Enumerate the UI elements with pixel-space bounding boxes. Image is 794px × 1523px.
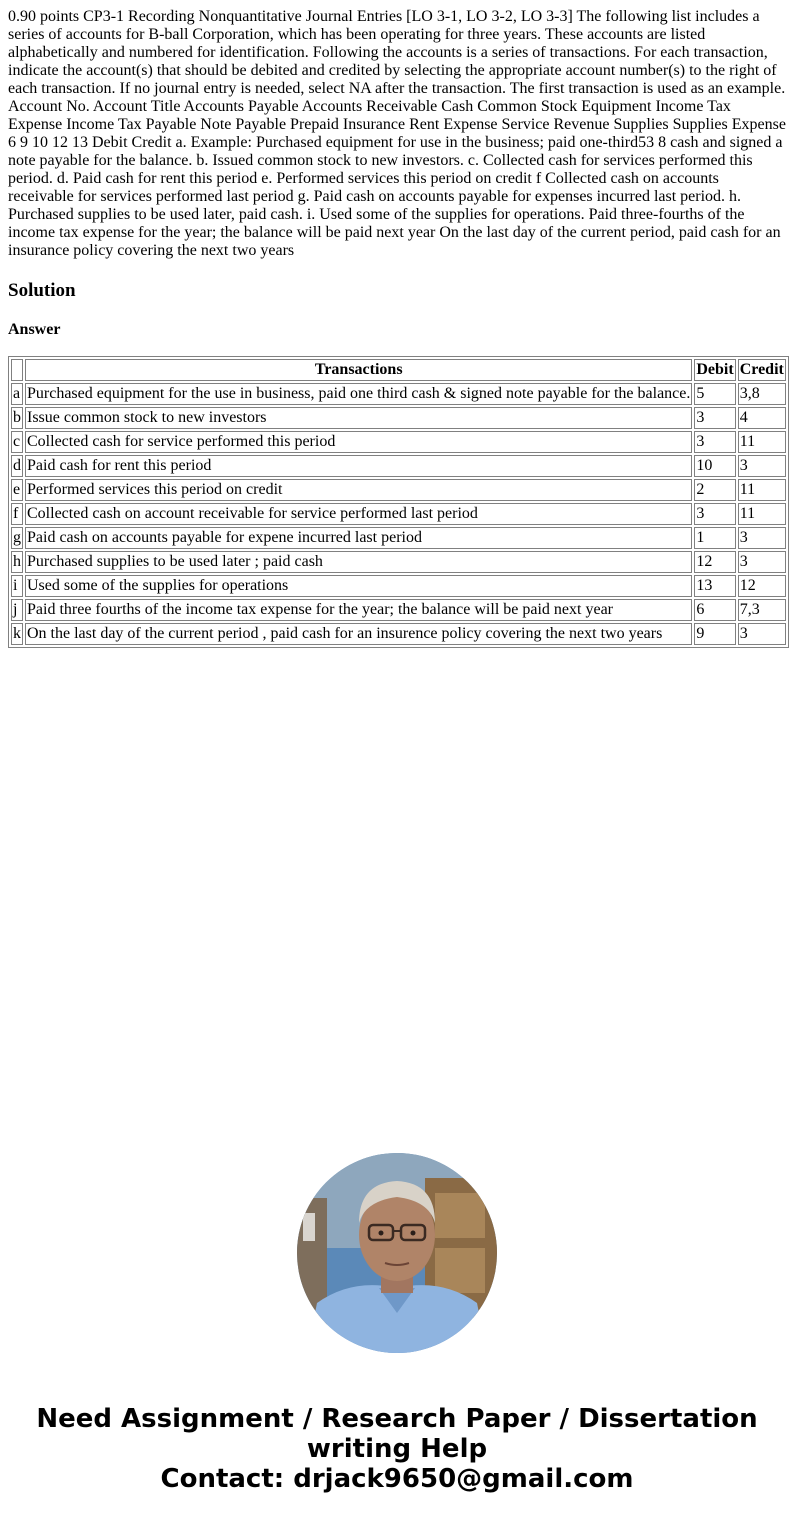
row-id: c xyxy=(11,431,23,453)
row-credit: 7,3 xyxy=(738,599,786,621)
transactions-table xyxy=(8,356,789,648)
row-id: e xyxy=(11,479,23,501)
row-debit: 5 xyxy=(694,383,735,405)
header-debit: Debit xyxy=(694,359,735,381)
row-debit: 9 xyxy=(694,623,735,645)
footer-contact-email: Contact: drjack9650@gmail.com xyxy=(160,1464,634,1494)
header-credit: Credit xyxy=(738,359,786,381)
header-blank xyxy=(11,359,23,381)
footer-line-1: Need Assignment / Research Paper / Dissertation xyxy=(36,1404,758,1434)
row-credit: 3 xyxy=(738,455,786,477)
table-row xyxy=(11,623,786,645)
row-id: d xyxy=(11,455,23,477)
row-credit: 3 xyxy=(738,527,786,549)
footer-contact xyxy=(0,1404,794,1494)
table-row xyxy=(11,383,786,405)
row-transaction: Purchased supplies to be used later ; paid cash xyxy=(25,551,692,573)
row-transaction: Paid cash on accounts payable for expene incurred last period xyxy=(25,527,692,549)
row-credit: 11 xyxy=(738,503,786,525)
row-transaction: Issue common stock to new investors xyxy=(25,407,692,429)
row-id: k xyxy=(11,623,23,645)
row-credit: 11 xyxy=(738,479,786,501)
row-id: h xyxy=(11,551,23,573)
row-debit: 6 xyxy=(694,599,735,621)
row-debit: 1 xyxy=(694,527,735,549)
footer-line-2: writing Help xyxy=(306,1434,488,1464)
row-id: a xyxy=(11,383,23,405)
document-content xyxy=(8,8,786,648)
row-transaction: Paid cash for rent this period xyxy=(25,455,692,477)
table-row xyxy=(11,503,786,525)
row-transaction: On the last day of the current period , paid cash for an insurence policy covering the next two years xyxy=(25,623,692,645)
row-debit: 12 xyxy=(694,551,735,573)
row-credit: 3 xyxy=(738,551,786,573)
row-credit: 3,8 xyxy=(738,383,786,405)
author-avatar xyxy=(297,1153,497,1353)
table-row xyxy=(11,599,786,621)
row-debit: 10 xyxy=(694,455,735,477)
row-debit: 3 xyxy=(694,503,735,525)
row-id: f xyxy=(11,503,23,525)
row-id: i xyxy=(11,575,23,597)
row-transaction: Collected cash on account receivable for service performed last period xyxy=(25,503,692,525)
question-text: 0.90 points CP3-1 Recording Nonquantitative Journal Entries [LO 3-1, LO 3-2, LO 3-3] The following list includes a series of accounts for B-ball Corporation, which has been operating for three years. These accounts are listed alphabetically and numbered for identification. Following the accounts is a series of transactions. For each transaction, indicate the account(s) that should be debited and credited by selecting the appropriate account number(s) to the right of each transaction. If no journal entry is needed, select NA after the transaction. The first transaction is used as an example. Account No. Account Title Accounts Payable Accounts Receivable Cash Common Stock Equipment Income Tax Expense Income Tax Payable Note Payable Prepaid Insurance Rent Expense Service Revenue Supplies Supplies Expense 6 9 10 12 13 Debit Credit a. Example: Purchased equipment for use in the business; paid one-third53 8 cash and signed a note payable for the balance. b. Issued common stock to new investors. c. Collected cash for services performed this period. d. Paid cash for rent this period e. Performed services this period on credit f Collected cash on accounts receivable for services performed last period g. Paid cash on accounts payable for expenses incurred last period. h. Purchased supplies to be used later, paid cash. i. Used some of the supplies for operations. Paid three-fourths of the income tax expense for the year; the balance will be paid next year On the last day of the current period, paid cash for an insurance policy covering the next two years xyxy=(8,8,786,259)
table-header-row xyxy=(11,359,786,381)
table-row xyxy=(11,407,786,429)
row-debit: 2 xyxy=(694,479,735,501)
row-transaction: Collected cash for service performed this period xyxy=(25,431,692,453)
answer-heading: Answer xyxy=(8,321,61,338)
row-transaction: Used some of the supplies for operations xyxy=(25,575,692,597)
row-id: b xyxy=(11,407,23,429)
row-transaction: Paid three fourths of the income tax expense for the year; the balance will be paid next year xyxy=(25,599,692,621)
row-transaction: Purchased equipment for the use in business, paid one third cash & signed note payable for the balance. xyxy=(25,383,692,405)
table-row xyxy=(11,551,786,573)
row-transaction: Performed services this period on credit xyxy=(25,479,692,501)
row-credit: 4 xyxy=(738,407,786,429)
table-row xyxy=(11,431,786,453)
row-debit: 13 xyxy=(694,575,735,597)
table-row xyxy=(11,479,786,501)
row-credit: 3 xyxy=(738,623,786,645)
row-id: j xyxy=(11,599,23,621)
table-row xyxy=(11,455,786,477)
row-id: g xyxy=(11,527,23,549)
row-credit: 12 xyxy=(738,575,786,597)
table-row xyxy=(11,527,786,549)
table-row xyxy=(11,575,786,597)
row-debit: 3 xyxy=(694,431,735,453)
solution-heading: Solution xyxy=(8,280,76,301)
header-transactions: Transactions xyxy=(25,359,692,381)
row-credit: 11 xyxy=(738,431,786,453)
row-debit: 3 xyxy=(694,407,735,429)
